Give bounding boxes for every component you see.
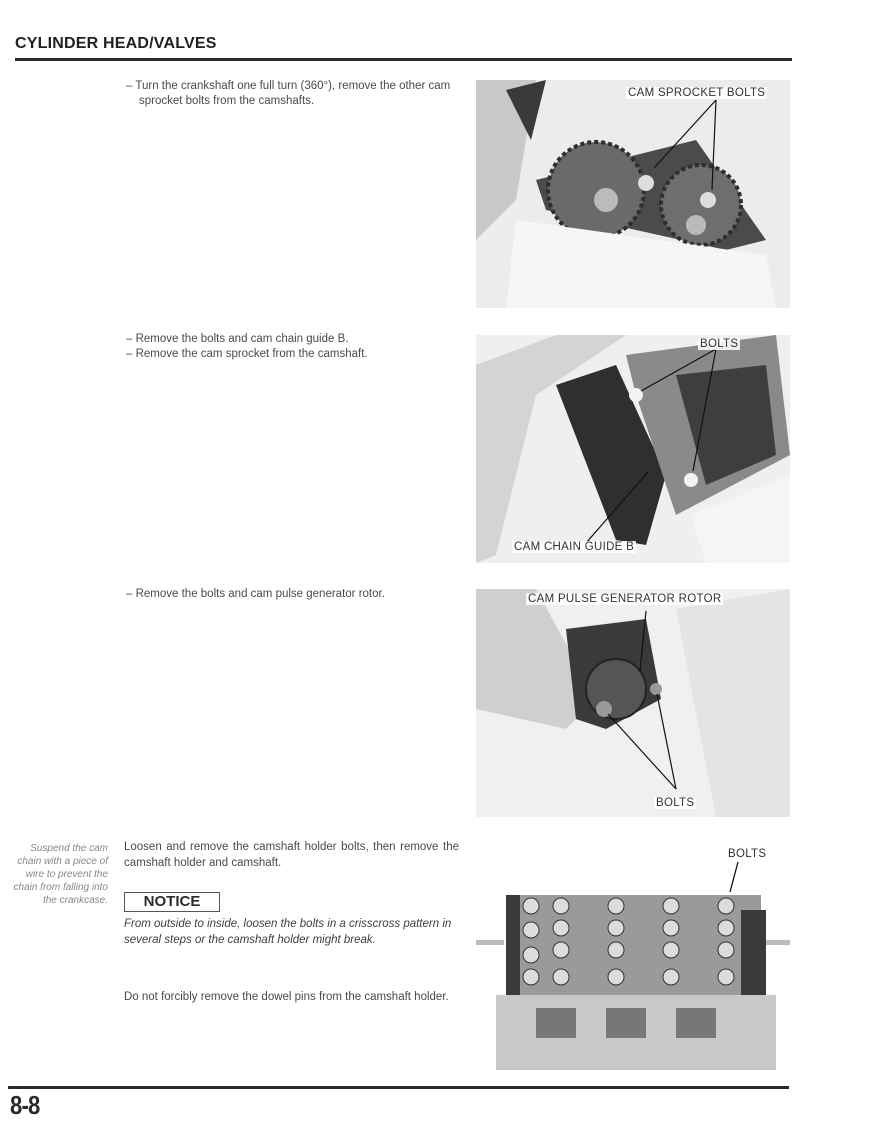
step-3-text — [126, 587, 461, 602]
photo-cam-pulse-rotor — [476, 589, 790, 817]
callout-cam-chain-guide-b: CAM CHAIN GUIDE B — [514, 541, 635, 553]
step-3-line: – Remove the bolts and cam pulse generator rotor. — [126, 588, 385, 600]
callout-bolts: BOLTS — [728, 848, 767, 860]
photo-camshaft-holder — [476, 840, 790, 1070]
photo-cam-chain-guide — [476, 335, 790, 563]
page-number: 8-8 — [10, 1090, 40, 1120]
notice-text: From outside to inside, loosen the bolts in a crisscross pattern in several steps or the camshaft holder might break. — [124, 918, 452, 946]
callout-cam-pulse-generator-rotor: CAM PULSE GENERATOR ROTOR — [528, 593, 722, 605]
step-2-line-1: – Remove the bolts and cam chain guide B. — [126, 333, 349, 345]
step-1-text — [126, 79, 461, 109]
photo-cam-sprockets — [476, 80, 790, 308]
step-2-text — [126, 332, 461, 362]
followup-text: Do not forcibly remove the dowel pins from the camshaft holder. — [124, 991, 449, 1003]
notice-label: NOTICE — [124, 892, 220, 912]
callout-bolts: BOLTS — [700, 338, 739, 350]
step-1-line: – Turn the crankshaft one full turn (360°), remove the other cam sprocket bolts from the camshafts. — [126, 80, 451, 107]
callout-bolts: BOLTS — [656, 797, 695, 809]
sidenote: Suspend the cam chain with a piece of wire to prevent the chain from falling into the crankcase. — [13, 843, 108, 906]
step-2-line-2: – Remove the cam sprocket from the camshaft. — [126, 348, 368, 360]
callout-cam-sprocket-bolts: CAM SPROCKET BOLTS — [628, 87, 766, 99]
footer-rule — [8, 1086, 789, 1089]
step-4-text: Loosen and remove the camshaft holder bolts, then remove the camshaft holder and camshaft. — [124, 841, 459, 869]
header-rule — [15, 58, 792, 61]
section-title: CYLINDER HEAD/VALVES — [15, 35, 217, 52]
